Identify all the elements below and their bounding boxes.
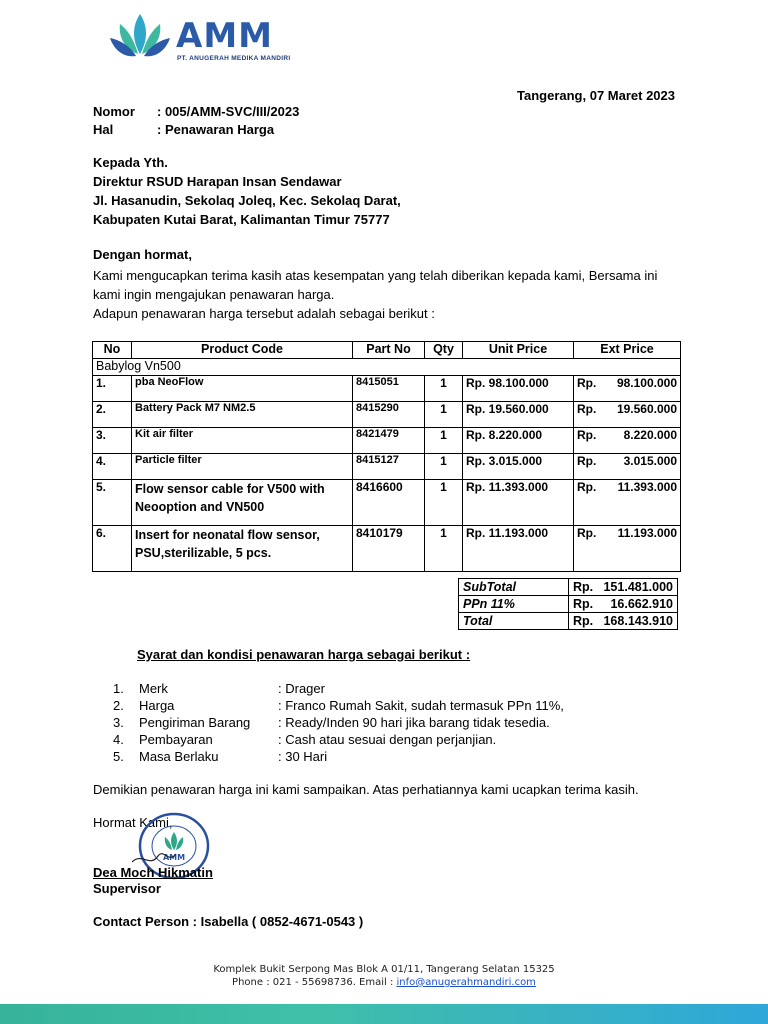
intro-paragraph: Kami mengucapkan terima kasih atas kesempatan yang telah diberikan kepada kami, Bersama ini kami ingin mengajukan penawaran harga. — [93, 268, 658, 302]
subtotal-rp: Rp. — [573, 580, 594, 594]
stamp-logo-text: AMM — [162, 853, 186, 862]
ppn-rp: Rp. — [573, 597, 594, 611]
nomor-value: : 005/AMM-SVC/III/2023 — [157, 104, 300, 119]
row-qty: 1 — [425, 454, 463, 480]
lotus-icon — [108, 10, 172, 66]
term-value: : Drager — [278, 681, 325, 696]
row-no: 4. — [93, 454, 132, 480]
row-no: 6. — [93, 526, 132, 572]
ext-rp: Rp. — [577, 454, 597, 468]
row-unit-price: Rp. 11.393.000 — [463, 480, 574, 526]
row-ext-price — [574, 428, 681, 454]
subtotal-amount: 151.481.000 — [603, 580, 673, 594]
row-qty: 1 — [425, 480, 463, 526]
term-label: Merk — [139, 681, 168, 696]
recipient-line-3: Jl. Hasanudin, Sekolaq Joleq, Kec. Sekolaq Darat, — [93, 193, 401, 208]
row-part: 8410179 — [353, 526, 425, 572]
row-no: 2. — [93, 402, 132, 428]
term-label: Pembayaran — [139, 732, 213, 747]
row-product: Kit air filter — [132, 428, 353, 454]
company-subtitle: PT. ANUGERAH MEDIKA MANDIRI — [177, 55, 291, 62]
table-row — [93, 526, 681, 572]
row-unit-price: Rp. 3.015.000 — [463, 454, 574, 480]
row-ext-price — [574, 526, 681, 572]
hal-value: : Penawaran Harga — [157, 122, 275, 137]
ppn-label: PPn 11% — [459, 596, 569, 613]
ext-value: 8.220.000 — [623, 428, 677, 442]
ext-rp: Rp. — [577, 428, 597, 442]
subtotal-row — [459, 579, 678, 596]
term-label: Harga — [139, 698, 175, 713]
ext-rp: Rp. — [577, 376, 597, 390]
row-part: 8421479 — [353, 428, 425, 454]
row-product: Flow sensor cable for V500 with Neooption and VN500 — [132, 480, 353, 526]
term-label: Pengiriman Barang — [139, 715, 251, 730]
total-amount: 168.143.910 — [603, 614, 673, 628]
term-value: : Ready/Inden 90 hari jika barang tidak tesedia. — [278, 715, 550, 730]
row-part: 8416600 — [353, 480, 425, 526]
row-unit-price: Rp. 98.100.000 — [463, 376, 574, 402]
ext-rp: Rp. — [577, 480, 597, 494]
subtotal-value — [569, 579, 678, 596]
row-qty: 1 — [425, 428, 463, 454]
total-rp: Rp. — [573, 614, 594, 628]
footer-contact — [0, 977, 768, 988]
term-number: 1. — [113, 681, 124, 696]
greeting: Dengan hormat, — [93, 247, 192, 262]
row-part: 8415290 — [353, 402, 425, 428]
row-product: Particle filter — [132, 454, 353, 480]
term-value: : 30 Hari — [278, 749, 328, 764]
signer-name: Dea Moch Hikmatin — [93, 865, 213, 880]
header-unit-price: Unit Price — [463, 342, 574, 359]
ppn-row — [459, 596, 678, 613]
term-value: : Franco Rumah Sakit, sudah termasuk PPn 11%, — [278, 698, 564, 713]
table-group-row — [93, 359, 681, 376]
row-no: 1. — [93, 376, 132, 402]
letter-date: Tangerang, 07 Maret 2023 — [517, 88, 675, 103]
price-table — [92, 341, 681, 572]
term-number: 3. — [113, 715, 124, 730]
header-no: No — [93, 342, 132, 359]
group-label: Babylog Vn500 — [93, 359, 681, 376]
row-qty: 1 — [425, 402, 463, 428]
row-unit-price: Rp. 19.560.000 — [463, 402, 574, 428]
ppn-value — [569, 596, 678, 613]
footer-address: Komplek Bukit Serpong Mas Blok A 01/11, Tangerang Selatan 15325 — [213, 964, 555, 975]
term-number: 5. — [113, 749, 124, 764]
header-qty: Qty — [425, 342, 463, 359]
table-row — [93, 428, 681, 454]
table-row — [93, 402, 681, 428]
recipient-line-1: Kepada Yth. — [93, 155, 168, 170]
term-number: 2. — [113, 698, 124, 713]
term-value: : Cash atau sesuai dengan perjanjian. — [278, 732, 497, 747]
closing-text: Demikian penawaran harga ini kami sampaikan. Atas perhatiannya kami ucapkan terima kasih. — [93, 782, 639, 797]
total-row — [459, 613, 678, 630]
totals-table — [458, 578, 678, 630]
row-product: pba NeoFlow — [132, 376, 353, 402]
header-product-code: Product Code — [132, 342, 353, 359]
recipient-line-4: Kabupaten Kutai Barat, Kalimantan Timur 75777 — [93, 212, 390, 227]
ext-rp: Rp. — [577, 402, 597, 416]
table-header-row — [93, 342, 681, 359]
row-ext-price — [574, 480, 681, 526]
ext-value: 3.015.000 — [623, 454, 677, 468]
hal-label: Hal — [93, 122, 114, 137]
ext-value: 19.560.000 — [616, 402, 677, 416]
row-qty: 1 — [425, 526, 463, 572]
row-ext-price — [574, 402, 681, 428]
contact-person: Contact Person : Isabella ( 0852-4671-0543 ) — [93, 914, 364, 929]
header-ext-price: Ext Price — [574, 342, 681, 359]
total-label: Total — [459, 613, 569, 630]
recipient-line-2: Direktur RSUD Harapan Insan Sendawar — [93, 174, 342, 189]
terms-title: Syarat dan kondisi penawaran harga sebagai berikut : — [137, 647, 471, 662]
ext-value: 11.193.000 — [617, 526, 677, 540]
row-product: Battery Pack M7 NM2.5 — [132, 402, 353, 428]
row-part: 8415127 — [353, 454, 425, 480]
row-no: 5. — [93, 480, 132, 526]
row-unit-price: Rp. 8.220.000 — [463, 428, 574, 454]
ext-value: 98.100.000 — [616, 376, 677, 390]
table-row — [93, 480, 681, 526]
ext-value: 11.393.000 — [617, 480, 677, 494]
company-name: AMM — [176, 16, 273, 56]
footer-color-bar — [0, 1004, 768, 1024]
row-qty: 1 — [425, 376, 463, 402]
term-number: 4. — [113, 732, 124, 747]
row-no: 3. — [93, 428, 132, 454]
regards-text: Hormat Kami, — [93, 815, 173, 830]
intro-line-2: Adapun penawaran harga tersebut adalah sebagai berikut : — [93, 306, 435, 321]
signer-title: Supervisor — [93, 881, 161, 896]
row-part: 8415051 — [353, 376, 425, 402]
row-product: Insert for neonatal flow sensor, PSU,sterilizable, 5 pcs. — [132, 526, 353, 572]
footer-email-link[interactable]: info@anugerahmandiri.com — [396, 977, 536, 988]
row-ext-price — [574, 376, 681, 402]
row-ext-price — [574, 454, 681, 480]
ppn-amount: 16.662.910 — [610, 597, 673, 611]
footer-phone: Phone : 021 - 55698736. Email : — [232, 977, 397, 988]
ext-rp: Rp. — [577, 526, 597, 540]
subtotal-label: SubTotal — [459, 579, 569, 596]
nomor-label: Nomor — [93, 104, 135, 119]
total-value — [569, 613, 678, 630]
header-part-no: Part No — [353, 342, 425, 359]
table-row — [93, 376, 681, 402]
row-unit-price: Rp. 11.193.000 — [463, 526, 574, 572]
table-row — [93, 454, 681, 480]
term-label: Masa Berlaku — [139, 749, 219, 764]
